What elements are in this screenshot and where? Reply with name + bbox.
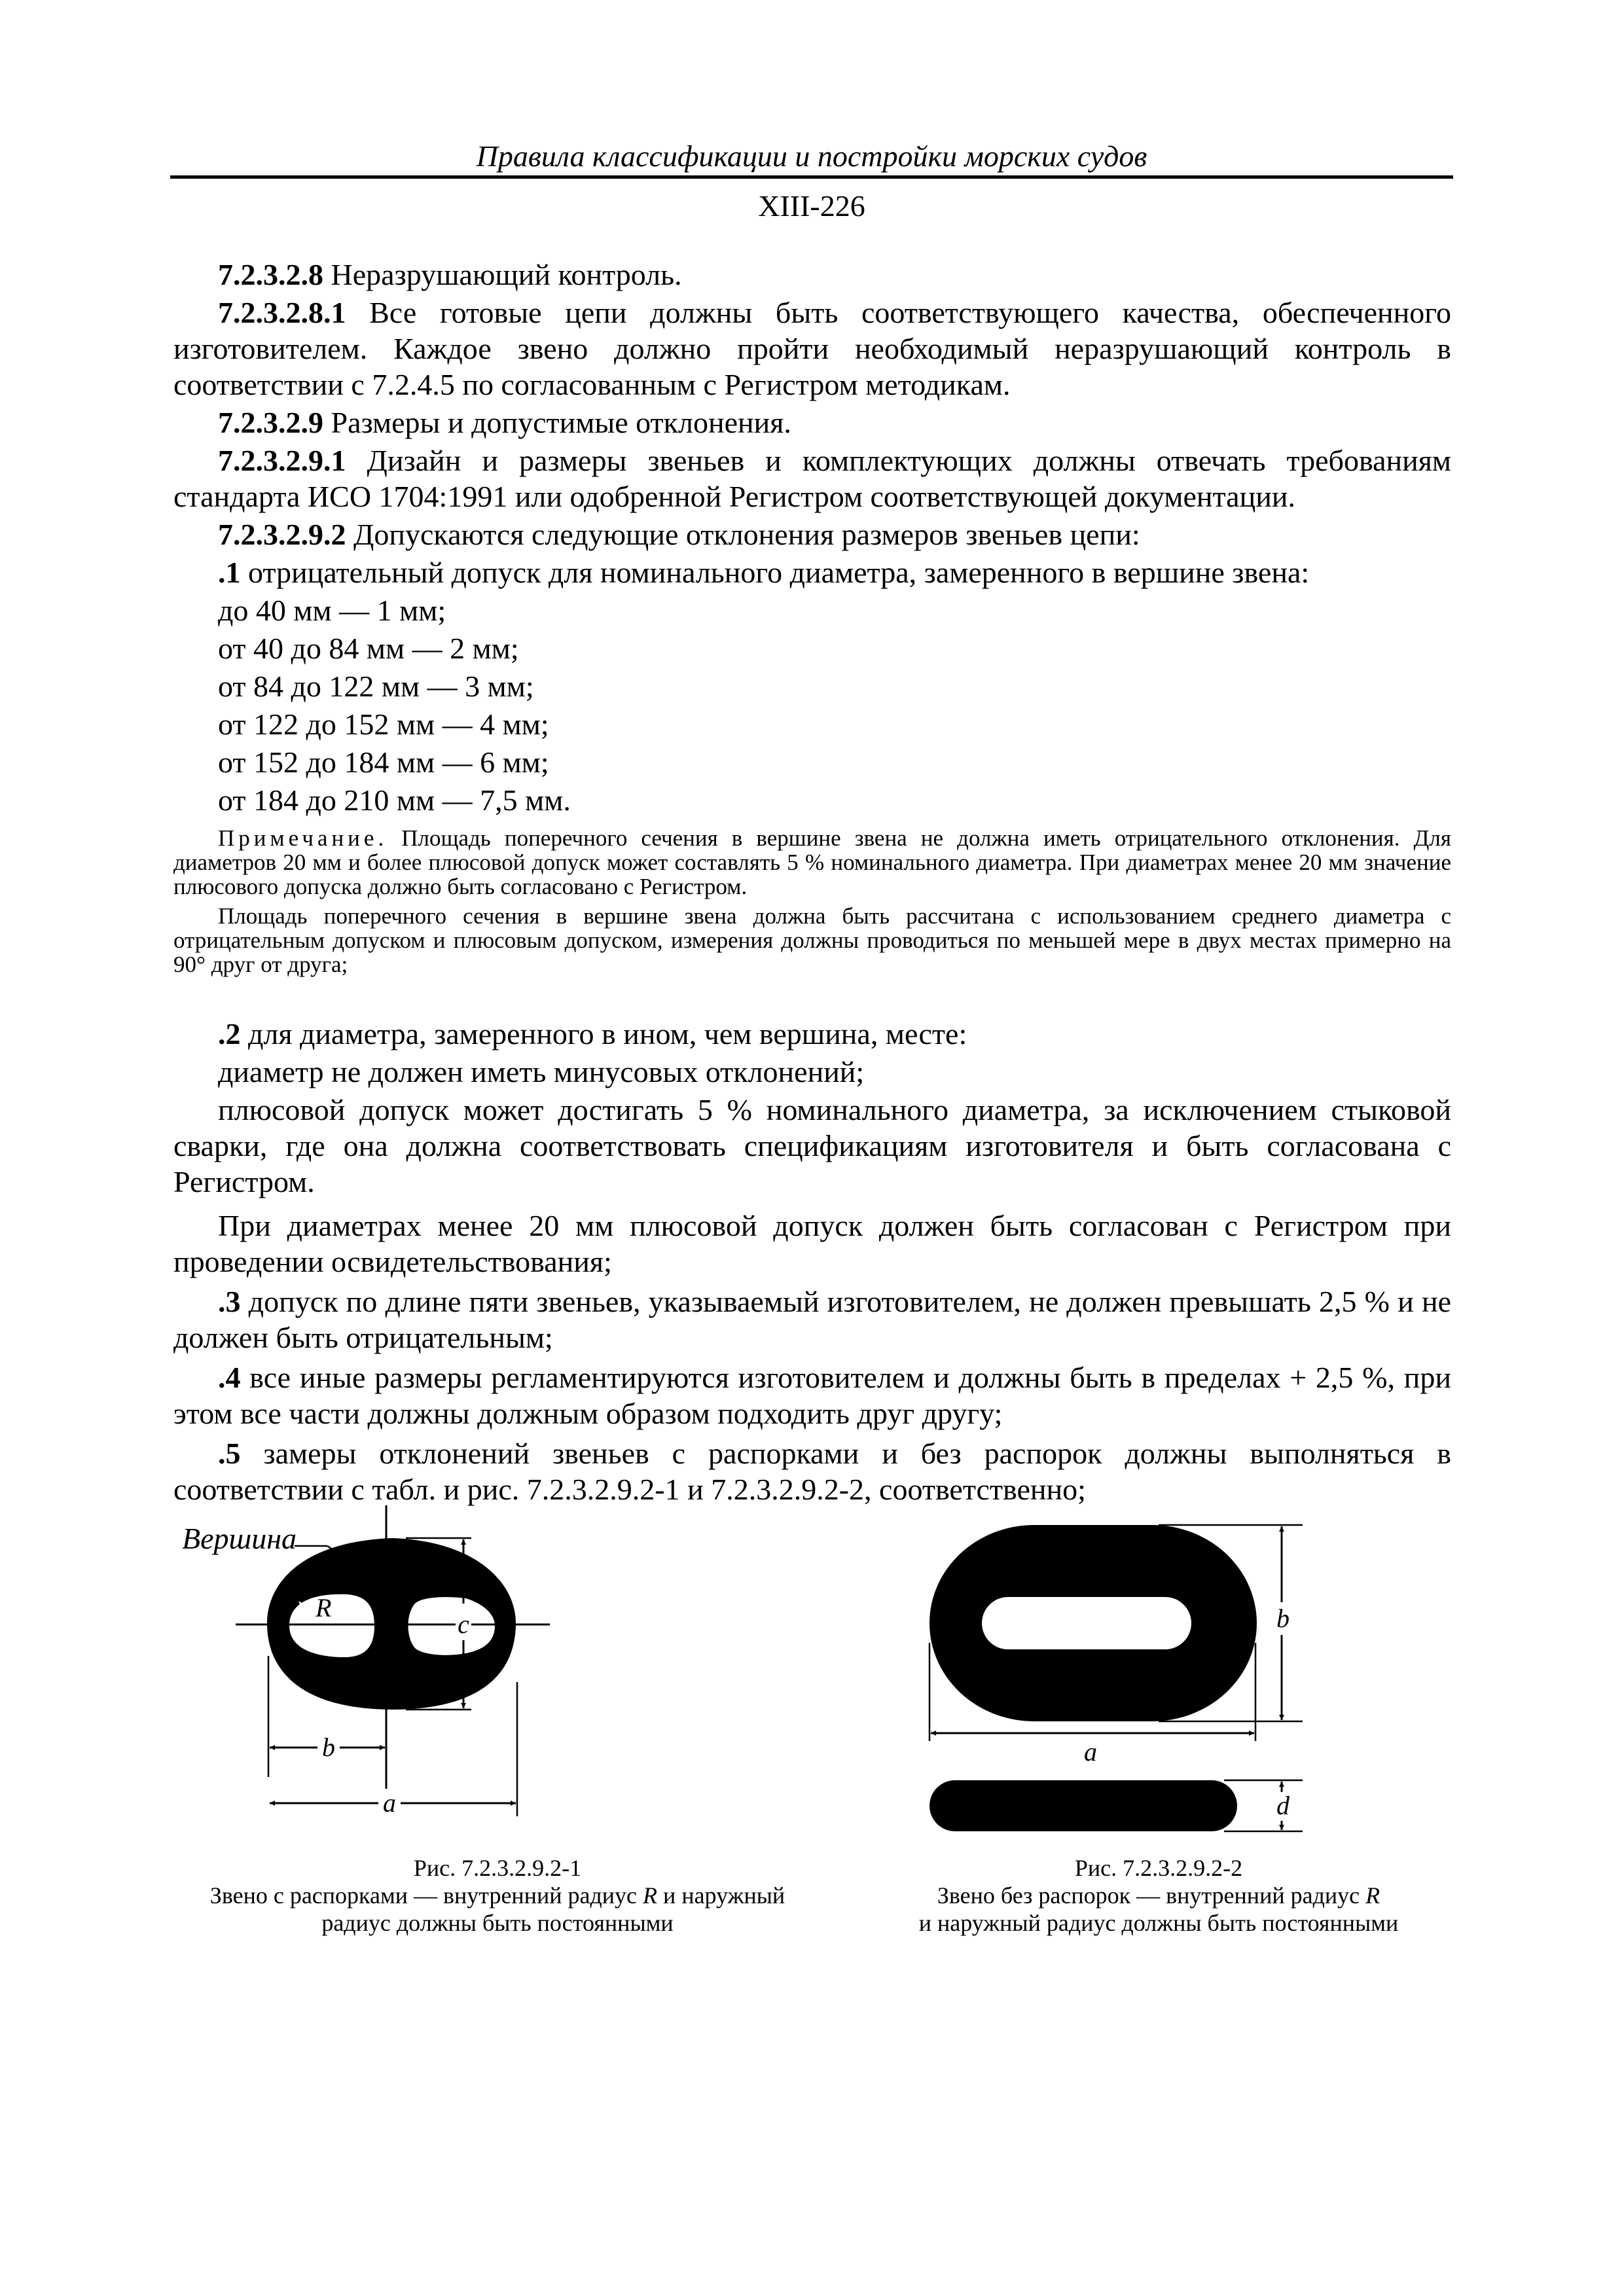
paragraph-text: Неразрушающий контроль. <box>323 258 682 291</box>
caption-line-1: Звено без распорок — внутренний радиус R <box>937 1882 1380 1909</box>
paragraph-7-2-3-2-9-1 <box>173 442 1451 514</box>
figure-1-caption <box>170 1854 825 1937</box>
paragraph-text: Допускаются следующие отклонения размеров звеньев цепи: <box>346 518 1140 551</box>
label-d: d <box>1276 1791 1290 1820</box>
caption-title: Рис. 7.2.3.2.9.2-1 <box>413 1855 582 1881</box>
clause-number: 7.2.3.2.9.1 <box>218 444 346 477</box>
figure-stud-link <box>170 1486 772 1826</box>
item-4 <box>173 1359 1451 1431</box>
label-vertex: Вершина <box>182 1522 297 1555</box>
item-1 <box>173 554 1451 590</box>
paragraph-7-2-3-2-8 <box>173 257 1451 293</box>
item-text: для диаметра, замеренного в ином, чем вершина, месте: <box>240 1017 967 1050</box>
item-text: отрицательный допуск для номинального диаметра, замеренного в вершине звена: <box>240 556 1310 589</box>
tolerance-line: до 40 мм — 1 мм; <box>218 594 446 627</box>
caption-line-2: радиус должны быть постоянными <box>321 1910 674 1936</box>
body-section-1 <box>173 257 1451 820</box>
tolerance-line: от 122 до 152 мм — 4 мм; <box>218 708 549 741</box>
caption-title: Рис. 7.2.3.2.9.2-2 <box>1074 1855 1243 1881</box>
note-text: Площадь поперечного сечения в вершине звена не должна иметь отрицательного отклонения. Для диаметров 20 мм и более плюсовой допуск может составлять 5 % номинального диаметра. При диаметрах менее 20 мм значение плюсового допуска должно быть согласовано с Регистром. <box>173 825 1451 899</box>
item-text: все иные размеры регламентируются изготовителем и должны быть в пределах + 2,5 %, при этом все части должны должным образом подходить друг другу; <box>173 1361 1451 1430</box>
item-number: .5 <box>218 1437 241 1470</box>
note-block <box>173 826 1451 982</box>
paragraph-text: Размеры и допустимые отклонения. <box>323 406 791 439</box>
figure-2-caption <box>851 1854 1466 1937</box>
paragraph-7-2-3-2-8-1 <box>173 295 1451 403</box>
item-text: замеры отклонений звеньев с распорками и без распорок должны выполняться в соответствии с табл. и рис. 7.2.3.2.9.2-1 и 7.2.3.2.9.2-2, соответственно; <box>173 1437 1451 1506</box>
running-header: Правила классификации и постройки морских судов <box>476 139 1147 173</box>
paragraph-text: При диаметрах менее 20 мм плюсовой допуск должен быть согласован с Регистром при проведении освидетельствования; <box>173 1209 1451 1278</box>
label-a: a <box>1084 1737 1097 1767</box>
item-3 <box>173 1283 1451 1355</box>
item-number: .1 <box>218 556 241 589</box>
clause-number: 7.2.3.2.8 <box>218 258 323 291</box>
clause-number: 7.2.3.2.9 <box>218 406 323 439</box>
item-2 <box>173 1016 1451 1052</box>
caption-line-1: Звено с распорками — внутренний радиус R и наружный <box>209 1882 785 1909</box>
paragraph-7-2-3-2-9 <box>173 404 1451 440</box>
label-b: b <box>322 1732 335 1762</box>
caption-line-2: и наружный радиус должны быть постоянными <box>918 1910 1399 1936</box>
label-b: b <box>1276 1604 1290 1633</box>
header-rule <box>170 175 1453 179</box>
label-a: a <box>383 1788 396 1818</box>
studless-link-side-view <box>929 1780 1237 1831</box>
label-R: R <box>316 1593 332 1623</box>
note-label: Примечание. <box>218 825 388 851</box>
tolerance-line: от 152 до 184 мм — 6 мм; <box>218 745 549 779</box>
tolerance-line: от 84 до 122 мм — 3 мм; <box>218 670 534 703</box>
figure-studless-link <box>916 1512 1335 1852</box>
tolerance-line: от 40 до 84 мм — 2 мм; <box>218 632 519 665</box>
item-number: .3 <box>218 1285 241 1318</box>
label-c: c <box>458 1609 469 1639</box>
paragraph-text: диаметр не должен иметь минусовых отклонений; <box>218 1055 865 1088</box>
page-number: XIII-226 <box>758 189 865 223</box>
paragraph-text: Все готовые цепи должны быть соответствующего качества, обеспеченного изготовителем. Каждое звено должно пройти необходимый неразрушающий контроль в соответствии с 7.2.4.5 по согласованным с Регистром методикам. <box>173 296 1451 401</box>
item-number: .2 <box>218 1017 241 1050</box>
item-number: .4 <box>218 1361 241 1394</box>
note-paragraph-1 <box>173 826 1451 899</box>
item-text: допуск по длине пяти звеньев, указываемый изготовителем, не должен превышать 2,5 % и не должен быть отрицательным; <box>173 1285 1451 1354</box>
clause-number: 7.2.3.2.8.1 <box>218 296 346 329</box>
clause-number: 7.2.3.2.9.2 <box>218 518 346 551</box>
body-section-2 <box>173 1016 1451 1509</box>
note-paragraph-2: Площадь поперечного сечения в вершине звена должна быть рассчитана с использованием среднего диаметра с отрицательным допуском и плюсовым допуском, измерения должны проводиться по меньшей мере в двух местах примерно на 90° друг от друга; <box>173 903 1451 977</box>
tolerance-line: от 184 до 210 мм — 7,5 мм. <box>218 783 571 817</box>
paragraph-7-2-3-2-9-2 <box>173 516 1451 552</box>
paragraph-text: плюсовой допуск может достигать 5 % номинального диаметра, за исключением стыковой сварки, где она должна соответствовать спецификациям изготовителя и быть согласована с Регистром. <box>173 1093 1451 1198</box>
studless-link-shape <box>929 1525 1257 1721</box>
paragraph-text: Дизайн и размеры звеньев и комплектующих должны отвечать требованиям стандарта ИСО 1704:1991 или одобренной Регистром соответствующей документации. <box>173 444 1451 513</box>
